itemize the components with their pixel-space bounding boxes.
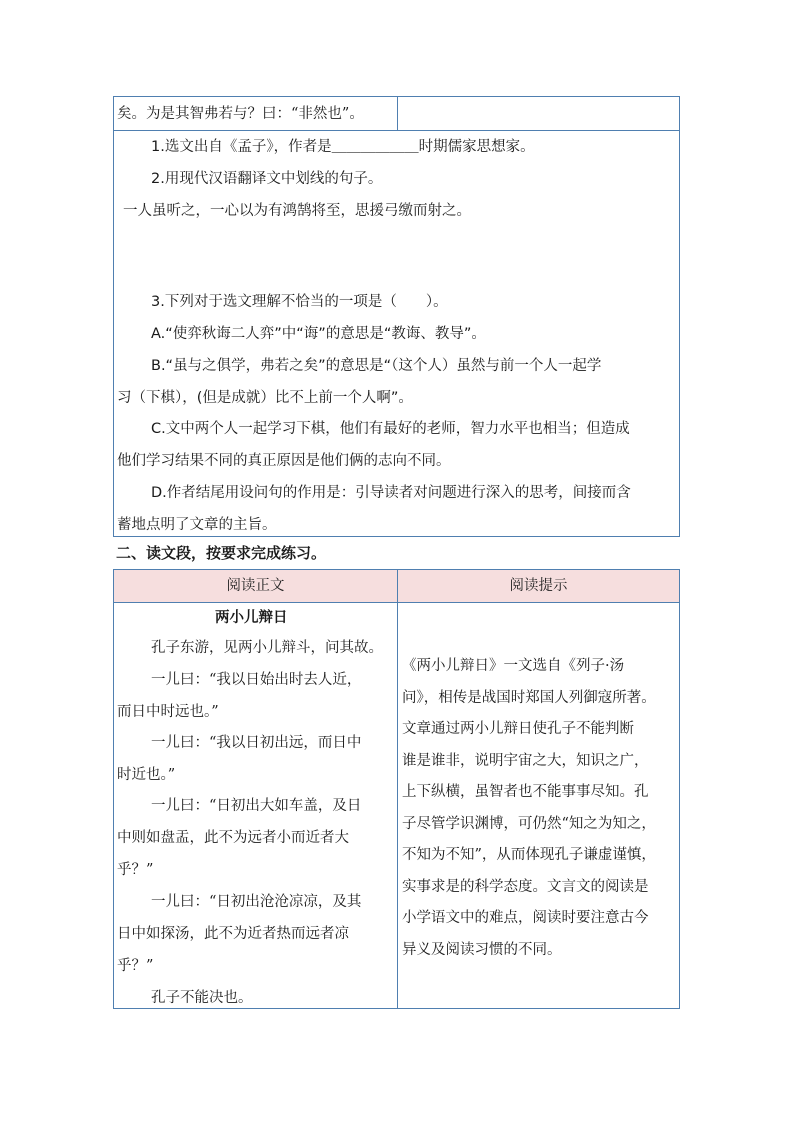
passage-line: 一儿曰：“我以日始出时去人近，	[151, 672, 362, 688]
passage-line: 中则如盘盂，此不为远者小而近者大	[117, 830, 349, 846]
passage-line: 孔子不能决也。	[151, 990, 253, 1006]
passage-line: 乎？”	[117, 862, 154, 878]
hint-line: 不知为不知”，从而体现孔子谦虚谨慎，	[402, 847, 656, 863]
question-3: 3.下列对于选文理解不恰当的一项是（ ）。	[151, 294, 448, 310]
reading-table	[113, 569, 680, 1009]
section-heading: 二、读文段，按要求完成练习。	[116, 544, 327, 562]
option-b-line-2: 习（下棋），(但是成就）比不上前一个人啊”。	[117, 390, 413, 406]
header-reading-hint: 阅读提示	[398, 570, 679, 602]
passage-line: 时近也。”	[117, 767, 176, 783]
passage-line: 一儿曰：“我以日初出远，而日中	[151, 735, 362, 751]
option-c-line-2: 他们学习结果不同的真正原因是他们俩的志向不同。	[117, 453, 451, 469]
passage-line: 而日中时远也。”	[117, 704, 219, 720]
column-divider	[397, 570, 398, 1008]
option-d-line-1: D.作者结尾用设问句的作用是：引导读者对问题进行深入的思考，间接而含	[151, 485, 631, 501]
hint-line: 《两小儿辩日》一文选自《列子·汤	[402, 658, 625, 674]
passage-last-line: 矣。为是其智弗若与？曰：“非然也”。	[117, 106, 364, 122]
header-divider	[114, 602, 679, 603]
hint-line: 上下纵横，虽智者也不能事事尽知。孔	[402, 784, 649, 800]
hint-line: 谁是谁非，说明宇宙之大，知识之广，	[402, 752, 649, 769]
passage-line: 日中如探汤，此不为近者热而远者凉	[117, 926, 349, 942]
cell-divider	[397, 97, 398, 130]
passage-line: 孔子东游，见两小儿辩斗，问其故。	[151, 640, 383, 656]
option-d-line-2: 蓄地点明了文章的主旨。	[117, 517, 277, 533]
hint-line: 实事求是的科学态度。文言文的阅读是	[402, 878, 649, 895]
hint-line: 文章通过两小儿辩日使孔子不能判断	[402, 721, 634, 737]
question-1: 1.选文出自《孟子》，作者是＿＿＿＿＿＿时期儒家思想家。	[151, 139, 535, 155]
question-2: 2.用现代汉语翻译文中划线的句子。	[151, 171, 383, 187]
hint-line: 子尽管学识渊博，可仍然“知之为知之，	[402, 815, 656, 832]
question-2-sentence: 一人虽听之，一心以为有鸿鹄将至，思援弓缴而射之。	[123, 203, 471, 219]
row-divider	[114, 130, 679, 131]
passage-line: 乎？”	[117, 958, 154, 974]
hint-line: 小学语文中的难点，阅读时要注意古今	[402, 910, 649, 926]
option-b-line-1: B.“虽与之俱学，弗若之矣”的意思是“（这个人）虽然与前一个人一起学	[151, 358, 602, 374]
hint-line: 异义及阅读习惯的不同。	[402, 941, 562, 958]
question-table	[113, 96, 680, 537]
option-c-line-1: C.文中两个人一起学习下棋，他们有最好的老师，智力水平也相当；但造成	[151, 421, 630, 437]
passage-title: 两小儿辩日	[215, 610, 288, 626]
hint-line: 问》，相传是战国时郑国人列御寇所著。	[402, 689, 656, 706]
passage-line: 一儿曰：“日初出大如车盖，及日	[151, 798, 362, 814]
option-a: A.“使弈秋诲二人弈”中“诲”的意思是“教诲、教导”。	[151, 326, 486, 342]
header-reading-text: 阅读正文	[114, 570, 397, 602]
passage-line: 一儿曰：“日初出沧沧凉凉，及其	[151, 894, 362, 910]
